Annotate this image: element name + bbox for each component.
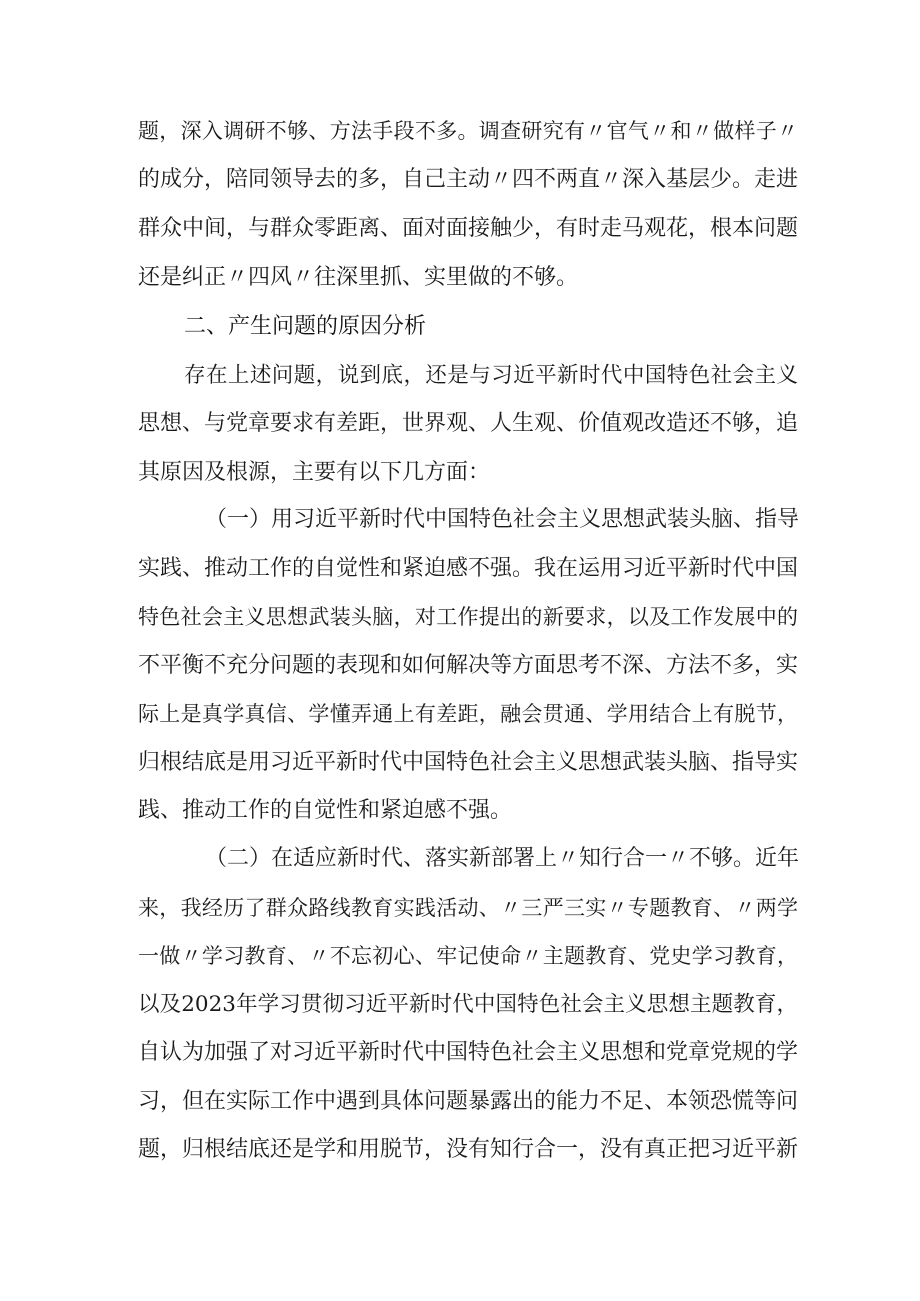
paragraph-line: 来，我经历了群众路线教育实践活动、〃三严三实〃专题教育、〃两学 bbox=[138, 896, 798, 920]
paragraph-line: 特色社会主义思想武装头脑，对工作提出的新要求，以及工作发展中的 bbox=[138, 605, 798, 629]
paragraph-line: 习，但在实际工作中遇到具体问题暴露出的能力不足、本领恐慌等问 bbox=[138, 1089, 799, 1114]
paragraph-line: 还是纠正〃四风〃往深里抓、实里做的不够。 bbox=[138, 265, 579, 290]
paragraph-line: （一）用习近平新时代中国特色社会主义思想武装头脑、指导 bbox=[205, 507, 800, 532]
paragraph-line: 以及2023年学习贯彻习近平新时代中国特色社会主义思想主题教育， bbox=[138, 992, 798, 1017]
paragraph-line: 实践、推动工作的自觉性和紧迫感不强。我在运用习近平新时代中国 bbox=[138, 556, 799, 581]
paragraph-line: 存在上述问题，说到底，还是与习近平新时代中国特色社会主义 bbox=[184, 363, 798, 388]
paragraph-line: 际上是真学真信、学懂弄通上有差距，融会贯通、学用结合上有脱节， bbox=[138, 702, 798, 726]
paragraph-line: 题，归根结底还是学和用脱节，没有知行合一，没有真正把习近平新 bbox=[138, 1137, 799, 1162]
section-heading: 二、产生问题的原因分析 bbox=[184, 314, 427, 339]
paragraph-line: 的成分，陪同领导去的多，自己主动〃四不两直〃深入基层少。走进 bbox=[138, 167, 799, 192]
paragraph-line: 其原因及根源，主要有以下几方面： bbox=[138, 460, 491, 485]
paragraph-line: 群众中间，与群众零距离、面对面接触少，有时走马观花，根本问题 bbox=[138, 216, 799, 241]
paragraph-line: 践、推动工作的自觉性和紧迫感不强。 bbox=[138, 798, 513, 823]
paragraph-line: 归根结底是用习近平新时代中国特色社会主义思想武装头脑、指导实 bbox=[138, 750, 799, 775]
paragraph-line: 思想、与党章要求有差距，世界观、人生观、价值观改造还不够，追 bbox=[138, 411, 799, 436]
paragraph-line: 自认为加强了对习近平新时代中国特色社会主义思想和党章党规的学 bbox=[138, 1040, 799, 1065]
paragraph-line: 一做〃学习教育、〃不忘初心、牢记使命〃主题教育、党史学习教育， bbox=[138, 944, 798, 968]
paragraph-line: 不平衡不充分问题的表现和如何解决等方面思考不深、方法不多，实 bbox=[138, 653, 799, 678]
paragraph-line: 题，深入调研不够、方法手段不多。调查研究有〃官气〃和〃做样子〃 bbox=[138, 119, 798, 143]
paragraph-line: （二）在适应新时代、落实新部署上〃知行合一〃不够。近年 bbox=[205, 846, 800, 871]
